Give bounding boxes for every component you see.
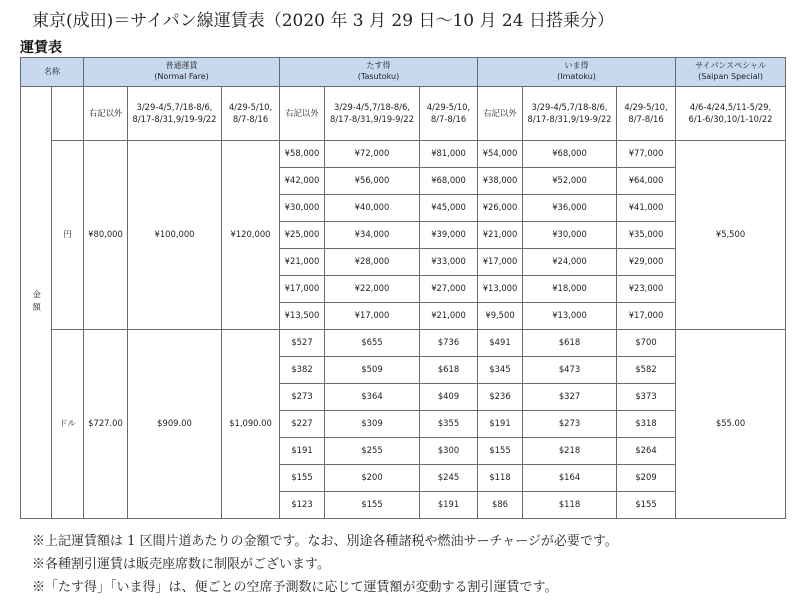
header-imatoku-en: (Imatoku) — [557, 72, 596, 81]
imatoku-fare: ¥24,000 — [523, 249, 617, 276]
period-peak1 — [325, 87, 420, 141]
imatoku-fare: ¥26,000 — [478, 195, 523, 222]
tasutoku-fare: ¥33,000 — [420, 249, 478, 276]
imatoku-fare: $473 — [523, 357, 617, 384]
tasutoku-fare: $227 — [280, 411, 325, 438]
tasutoku-fare: $200 — [325, 465, 420, 492]
tasutoku-fare: ¥25,000 — [280, 222, 325, 249]
imatoku-fare: ¥77,000 — [617, 141, 676, 168]
tasutoku-fare: $309 — [325, 411, 420, 438]
tasutoku-fare: $255 — [325, 438, 420, 465]
footnotes — [32, 530, 618, 599]
tasutoku-fare: ¥39,000 — [420, 222, 478, 249]
tasutoku-fare: $123 — [280, 492, 325, 519]
header-normal-fare — [84, 58, 280, 87]
imatoku-fare: $491 — [478, 330, 523, 357]
imatoku-fare: ¥35,000 — [617, 222, 676, 249]
period-peak2 — [222, 87, 280, 141]
imatoku-fare: ¥52,000 — [523, 168, 617, 195]
tasutoku-fare: $409 — [420, 384, 478, 411]
tasutoku-fare: $245 — [420, 465, 478, 492]
tasutoku-fare: $509 — [325, 357, 420, 384]
tasutoku-fare: $618 — [420, 357, 478, 384]
imatoku-fare: $86 — [478, 492, 523, 519]
currency-label: ドル — [52, 330, 84, 519]
period-line: 8/7-8/16 — [430, 113, 467, 124]
header-tasutoku — [280, 58, 478, 87]
period-line: 3/29-4/5,7/18-8/6, — [531, 102, 608, 113]
tasutoku-fare: $155 — [325, 492, 420, 519]
period-line: 3/29-4/5,7/18-8/6, — [334, 102, 410, 113]
normal-fare-peak2: $1,090.00 — [222, 330, 280, 519]
period-line: 8/17-8/31,9/19-9/22 — [132, 113, 217, 124]
imatoku-fare: $155 — [617, 492, 676, 519]
imatoku-fare: $118 — [478, 465, 523, 492]
period-line: 8/17-8/31,9/19-9/22 — [527, 113, 612, 124]
imatoku-fare: $155 — [478, 438, 523, 465]
imatoku-fare: ¥17,000 — [617, 303, 676, 330]
tasutoku-fare: $355 — [420, 411, 478, 438]
tasutoku-fare: ¥56,000 — [325, 168, 420, 195]
imatoku-fare: $209 — [617, 465, 676, 492]
tasutoku-fare: $191 — [280, 438, 325, 465]
period-special — [676, 87, 786, 141]
header-name: 名称 — [21, 58, 84, 87]
tasutoku-fare: ¥40,000 — [325, 195, 420, 222]
imatoku-fare: ¥18,000 — [523, 276, 617, 303]
imatoku-fare: $264 — [617, 438, 676, 465]
imatoku-fare: $218 — [523, 438, 617, 465]
period-line: 4/29-5/10, — [624, 102, 668, 113]
blank-cell — [52, 87, 84, 141]
amount-label: 金額 — [21, 87, 52, 519]
tasutoku-fare: ¥21,000 — [420, 303, 478, 330]
imatoku-fare: ¥29,000 — [617, 249, 676, 276]
imatoku-fare: ¥30,000 — [523, 222, 617, 249]
period-line: 3/29-4/5,7/18-8/6, — [136, 102, 213, 113]
tasutoku-fare: ¥21,000 — [280, 249, 325, 276]
tasutoku-fare: $527 — [280, 330, 325, 357]
imatoku-fare: $191 — [478, 411, 523, 438]
tasutoku-fare: $300 — [420, 438, 478, 465]
footnote: ※上記運賃額は 1 区間片道あたりの金額です。なお、別途各種諸税や燃油サーチャージが必要です。 — [32, 534, 618, 549]
period-line: 4/29-5/10, — [426, 102, 471, 113]
period-other: 右記以外 — [84, 87, 128, 141]
normal-fare-other: ¥80,000 — [84, 141, 128, 330]
imatoku-fare: $236 — [478, 384, 523, 411]
tasutoku-fare: ¥27,000 — [420, 276, 478, 303]
period-row — [21, 87, 786, 141]
header-saipan-special — [676, 58, 786, 87]
imatoku-fare: $582 — [617, 357, 676, 384]
saipan-special-fare: $55.00 — [676, 330, 786, 519]
tasutoku-fare: ¥68,000 — [420, 168, 478, 195]
header-imatoku-ja: いま得 — [564, 61, 589, 71]
period-line: 8/7-8/16 — [232, 113, 269, 124]
header-normal-ja: 普通運賃 — [165, 61, 198, 71]
header-saipan-en: (Saipan Special) — [698, 72, 763, 81]
tasutoku-fare: $736 — [420, 330, 478, 357]
tasutoku-fare: ¥17,000 — [280, 276, 325, 303]
period-line: 4/6-4/24,5/11-5/29, — [689, 102, 772, 113]
period-peak1 — [523, 87, 617, 141]
period-other: 右記以外 — [280, 87, 325, 141]
imatoku-fare: $327 — [523, 384, 617, 411]
fare-table — [20, 57, 786, 519]
period-line: 4/29-5/10, — [228, 102, 273, 113]
imatoku-fare: $273 — [523, 411, 617, 438]
tasutoku-fare: ¥13,500 — [280, 303, 325, 330]
imatoku-fare: ¥23,000 — [617, 276, 676, 303]
currency-label: 円 — [52, 141, 84, 330]
header-normal-en: (Normal Fare) — [154, 72, 209, 81]
normal-fare-peak2: ¥120,000 — [222, 141, 280, 330]
imatoku-fare: $700 — [617, 330, 676, 357]
period-line: 6/1-6/30,10/1-10/22 — [688, 113, 773, 124]
tasutoku-fare: ¥28,000 — [325, 249, 420, 276]
imatoku-fare: ¥54,000 — [478, 141, 523, 168]
period-other: 右記以外 — [478, 87, 523, 141]
saipan-special-fare: ¥5,500 — [676, 141, 786, 330]
imatoku-fare: ¥13,000 — [523, 303, 617, 330]
tasutoku-fare: $364 — [325, 384, 420, 411]
tasutoku-fare: ¥30,000 — [280, 195, 325, 222]
imatoku-fare: $164 — [523, 465, 617, 492]
header-row — [21, 58, 786, 87]
imatoku-fare: $345 — [478, 357, 523, 384]
tasutoku-fare: ¥34,000 — [325, 222, 420, 249]
imatoku-fare: ¥13,000 — [478, 276, 523, 303]
fare-row — [21, 330, 786, 357]
tasutoku-fare: $273 — [280, 384, 325, 411]
imatoku-fare: ¥38,000 — [478, 168, 523, 195]
imatoku-fare: ¥68,000 — [523, 141, 617, 168]
imatoku-fare: ¥17,000 — [478, 249, 523, 276]
tasutoku-fare: ¥72,000 — [325, 141, 420, 168]
imatoku-fare: ¥21,000 — [478, 222, 523, 249]
tasutoku-fare: $382 — [280, 357, 325, 384]
page-title: 東京(成田)＝サイパン線運賃表（2020 年 3 月 29 日～10 月 24 日搭乗分） — [32, 11, 614, 31]
tasutoku-fare: $655 — [325, 330, 420, 357]
period-peak1 — [128, 87, 222, 141]
header-saipan-ja: サイパンスペシャル — [695, 61, 766, 71]
imatoku-fare: $618 — [523, 330, 617, 357]
tasutoku-fare: ¥81,000 — [420, 141, 478, 168]
normal-fare-peak1: ¥100,000 — [128, 141, 222, 330]
period-peak2 — [617, 87, 676, 141]
period-peak2 — [420, 87, 478, 141]
imatoku-fare: $318 — [617, 411, 676, 438]
section-heading: 運賃表 — [20, 40, 62, 56]
imatoku-fare: $373 — [617, 384, 676, 411]
imatoku-fare: ¥64,000 — [617, 168, 676, 195]
tasutoku-fare: ¥22,000 — [325, 276, 420, 303]
tasutoku-fare: ¥17,000 — [325, 303, 420, 330]
imatoku-fare: ¥36,000 — [523, 195, 617, 222]
tasutoku-fare: ¥45,000 — [420, 195, 478, 222]
header-imatoku — [478, 58, 676, 87]
header-tasutoku-en: (Tasutoku) — [357, 72, 400, 81]
tasutoku-fare: ¥42,000 — [280, 168, 325, 195]
footnote: ※「たす得」「いま得」は、便ごとの空席予測数に応じて運賃額が変動する割引運賃です。 — [32, 580, 558, 595]
footnote: ※各種割引運賃は販売座席数に制限がございます。 — [32, 557, 330, 572]
normal-fare-other: $727.00 — [84, 330, 128, 519]
tasutoku-fare: $155 — [280, 465, 325, 492]
imatoku-fare: $118 — [523, 492, 617, 519]
normal-fare-peak1: $909.00 — [128, 330, 222, 519]
tasutoku-fare: $191 — [420, 492, 478, 519]
fare-row — [21, 141, 786, 168]
tasutoku-fare: ¥58,000 — [280, 141, 325, 168]
header-tasutoku-ja: たす得 — [366, 61, 391, 71]
period-line: 8/17-8/31,9/19-9/22 — [330, 113, 414, 124]
imatoku-fare: ¥41,000 — [617, 195, 676, 222]
imatoku-fare: ¥9,500 — [478, 303, 523, 330]
period-line: 8/7-8/16 — [628, 113, 664, 124]
